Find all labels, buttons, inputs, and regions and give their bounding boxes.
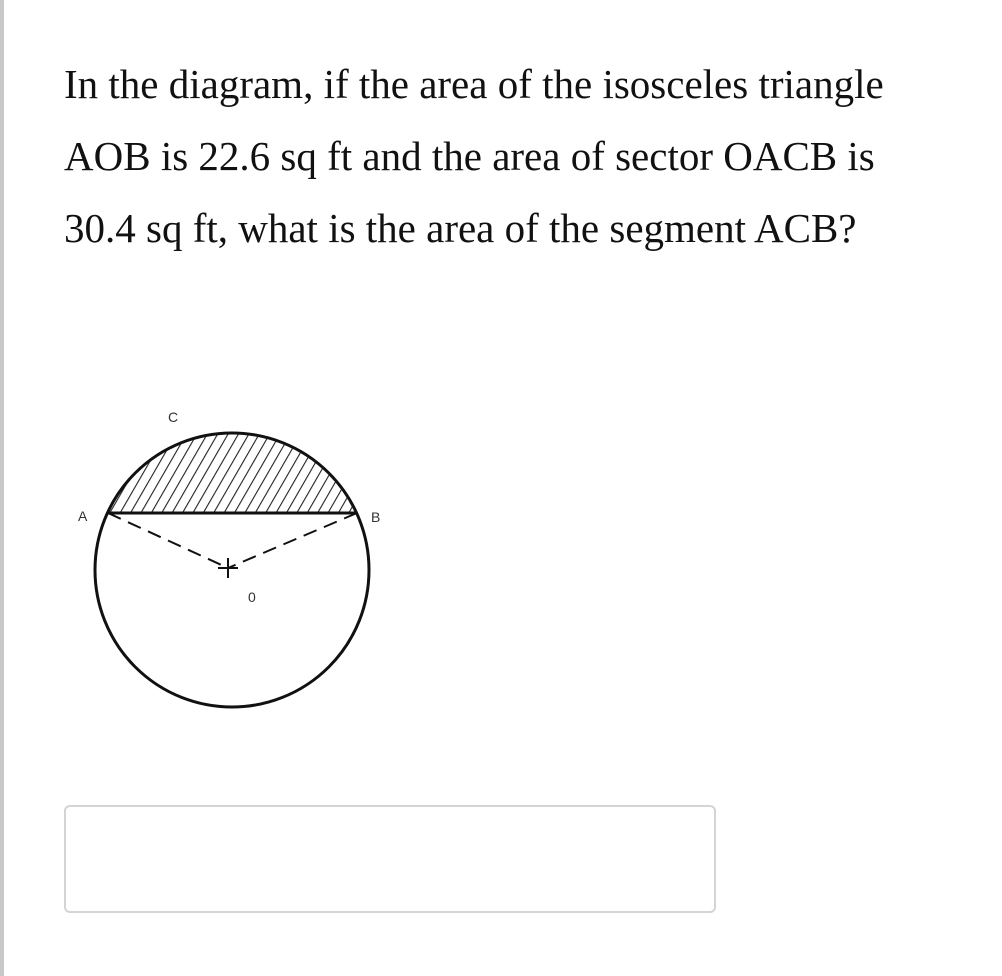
radius-ob — [228, 513, 357, 568]
question-line-1: In the diagram, if the area of the isosceles triangle — [64, 61, 884, 107]
question-text — [64, 48, 994, 264]
center-mark — [218, 558, 238, 578]
radius-oa — [108, 513, 228, 568]
label-b: B — [371, 509, 381, 525]
left-border — [0, 0, 4, 976]
label-a: A — [78, 508, 88, 524]
question-line-2: AOB is 22.6 sq ft and the area of sector OACB is — [64, 133, 875, 179]
question-line-3: 30.4 sq ft, what is the area of the segment ACB? — [64, 205, 857, 251]
label-o: 0 — [248, 589, 256, 605]
circle-segment-diagram — [60, 400, 400, 730]
shaded-segment — [108, 433, 357, 513]
label-c: C — [168, 409, 179, 425]
answer-input[interactable] — [64, 805, 716, 913]
